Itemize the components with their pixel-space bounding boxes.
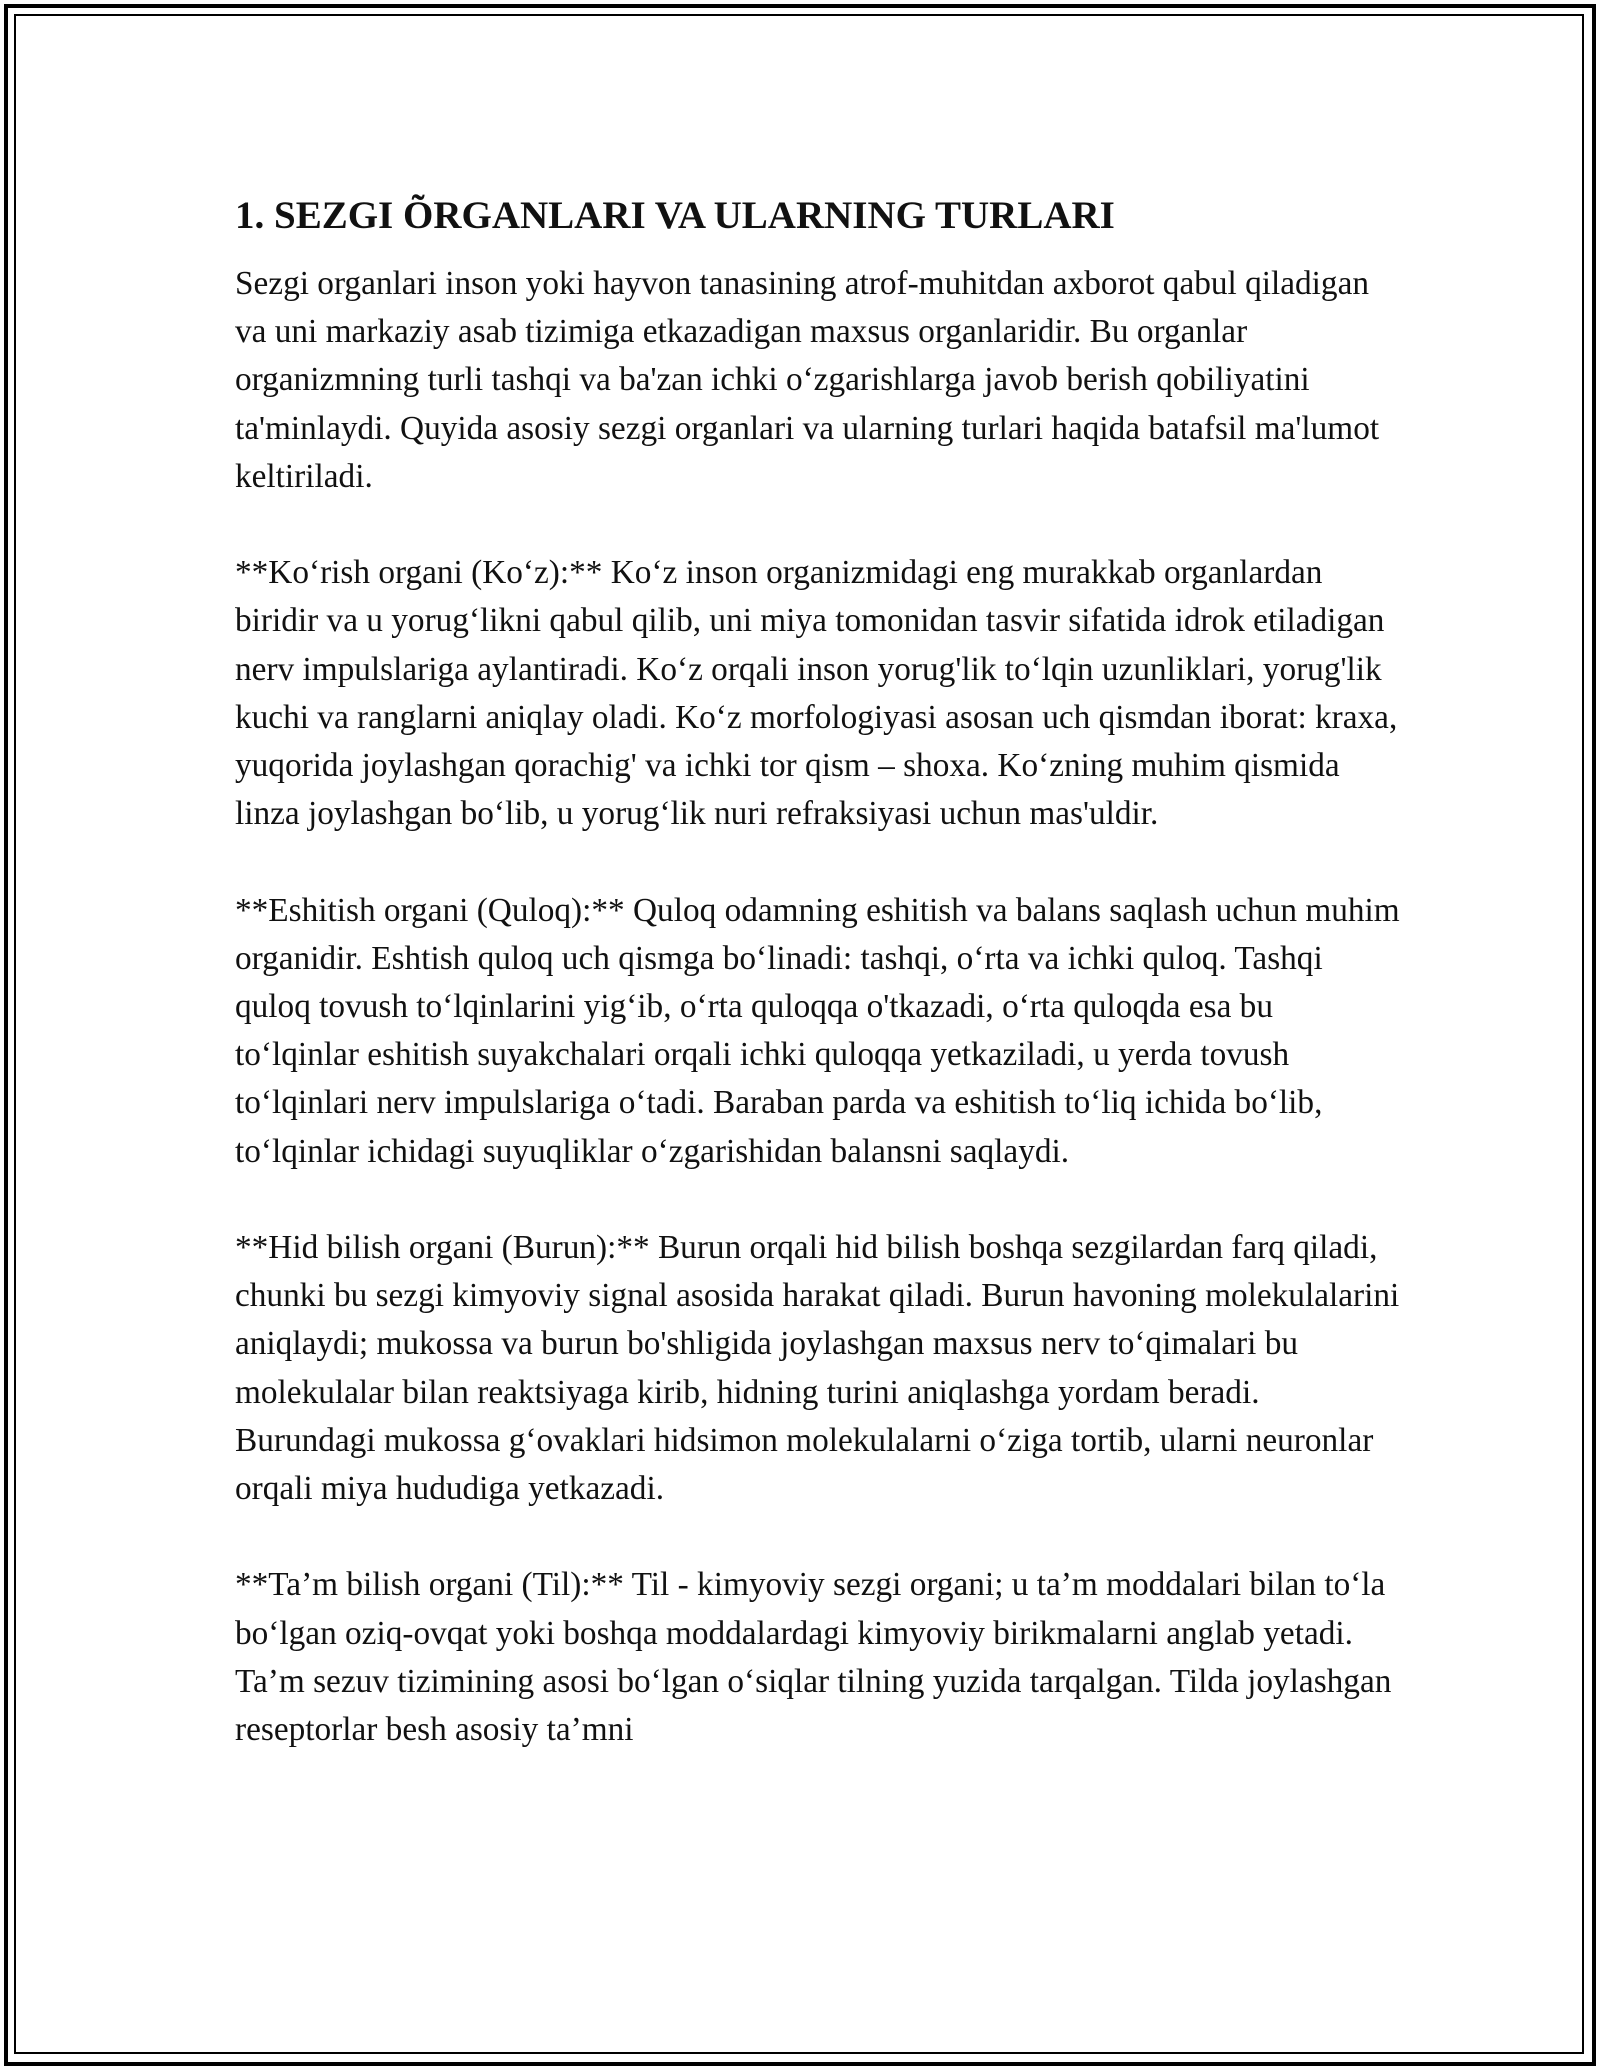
paragraph-ear: **Eshitish organi (Quloq):** Quloq odamning eshitish va balans saqlash uchun muhim organidir. Eshtish quloq uch qismga bo‘linadi: tashqi, o‘rta va ichki quloq. Tashqi quloq tovush to‘lqinlarini yig‘ib, o‘rta quloqqa o'tkazadi, o‘rta quloqda esa bu to‘lqinlar eshitish suyakchalari orqali ichki quloqqa yetkaziladi, u yerda tovush to‘lqinlari nerv impulslariga o‘tadi. Baraban parda va eshitish to‘liq ichida bo‘lib, to‘lqinlar ichidagi suyuqliklar o‘zgarishidan balansni saqlaydi. [235,891,1400,1170]
paragraph-tongue: **Ta’m bilish organi (Til):** Til - kimyoviy sezgi organi; u ta’m moddalari bilan to‘la bo‘lgan oziq-ovqat yoki boshqa moddalardagi kimyoviy birikmalarni anglab yetadi. Ta’m sezuv tizimining asosi bo‘lgan o‘siqlar tilning yuzida tarqalgan. Tilda joylashgan reseptorlar besh asosiy ta’mni [235,1566,1392,1749]
paragraph-nose: **Hid bilish organi (Burun):** Burun orqali hid bilish boshqa sezgilardan farq qiladi, chunki bu sezgi kimyoviy signal asosida harakat qiladi. Burun havoning molekulalarini aniqlaydi; mukossa va burun bo'shligida joylashgan maxsus nerv to‘qimalari bu molekulalar bilan reaktsiyaga kirib, hidning turini aniqlashga yordam beradi. Burundagi mukossa g‘ovaklari hidsimon molekulalarni o‘ziga tortib, ularni neuronlar orqali miya hududiga yetkazadi. [235,1229,1400,1508]
paragraph-intro: Sezgi organlari inson yoki hayvon tanasining atrof-muhitdan axborot qabul qiladigan va uni markaziy asab tizimiga etkazadigan maxsus organlaridir. Bu organlar organizmning turli tashqi va ba'zan ichki o‘zgarishlarga javob berish qobiliyatini ta'minlaydi. Quyida asosiy sezgi organlari va ularning turlari haqida batafsil ma'lumot keltiriladi. [235,265,1380,495]
paragraph-eye: **Ko‘rish organi (Ko‘z):** Ko‘z inson organizmidagi eng murakkab organlardan biridir va u yorug‘likni qabul qilib, uni miya tomonidan tasvir sifatida idrok etiladigan nerv impulslariga aylantiradi. Ko‘z orqali inson yorug'lik to‘lqin uzunliklari, yorug'lik kuchi va ranglarni aniqlay oladi. Ko‘z morfologiyasi asosan uch qismdan iborat: kraxa, yuqorida joylashgan qorachig' va ichki tor qism – shoxa. Ko‘zning muhim qismida linza joylashgan bo‘lib, u yorug‘lik nuri refraksiyasi uchun mas'uldir. [235,554,1398,833]
document-title: 1. SEZGI ÕRGANLARI VA ULARNING TURLARI [235,194,1115,237]
document-body [235,180,1405,1802]
